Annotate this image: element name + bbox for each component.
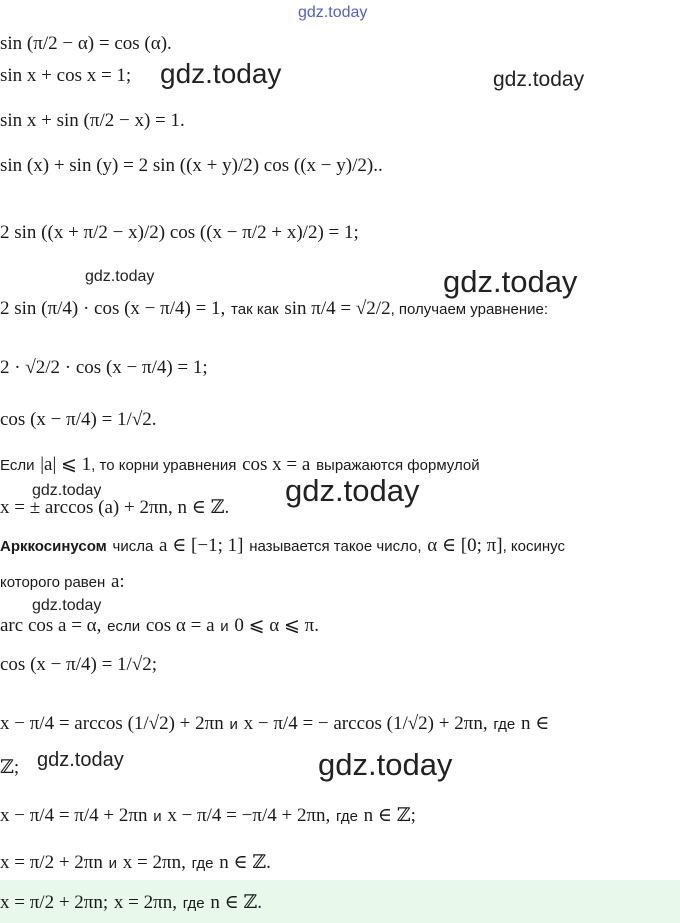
- watermark-small-3: gdz.today: [32, 597, 102, 614]
- equation-line-18: x = π/2 + 2πn и x = 2πn, где n ∈ ℤ.: [0, 852, 271, 873]
- text-line-9: Если |a| ⩽ 1, то корни уравнения cos x = a выражаются формулой: [0, 454, 480, 475]
- watermark-big-1: gdz.today: [160, 58, 282, 89]
- equation-line-3: sin x + sin (π/2 − x) = 1.: [0, 110, 185, 131]
- watermark-small-2: gdz.today: [32, 482, 102, 499]
- equation-line-1: sin (π/2 − α) = cos (α).: [0, 33, 172, 54]
- watermark-big-2: gdz.today: [443, 264, 578, 299]
- equation-line-10: x = ± arccos (a) + 2πn, n ∈ ℤ.: [0, 497, 230, 518]
- definition-line-13: arc cos a = α, если cos α = a и 0 ⩽ α ⩽ π.: [0, 615, 320, 636]
- watermark-right-1: gdz.today: [493, 68, 585, 91]
- equation-line-14: cos (x − π/4) = 1/√2;: [0, 654, 158, 675]
- watermark-big-4: gdz.today: [318, 747, 453, 782]
- equation-line-5: 2 sin ((x + π/2 − x)/2) cos ((x − π/2 + x)/2) = 1;: [0, 222, 359, 243]
- equation-line-4: sin (x) + sin (y) = 2 sin ((x + y)/2) cos ((x − y)/2)..: [0, 155, 383, 176]
- watermark-top: gdz.today: [298, 4, 368, 21]
- watermark-big-3: gdz.today: [285, 473, 420, 508]
- equation-line-7: 2 · √2/2 · cos (x − π/4) = 1;: [0, 357, 208, 378]
- definition-line-12: которого равен a:: [0, 571, 125, 592]
- equation-line-16: ℤ;: [0, 757, 20, 778]
- definition-line-11: Арккосинусом числа a ∈ [−1; 1] называется такое число, α ∈ [0; π], косинус: [0, 535, 565, 556]
- equation-line-17: x − π/4 = π/4 + 2πn и x − π/4 = −π/4 + 2πn, где n ∈ ℤ;: [0, 805, 416, 826]
- watermark-small-4: gdz.today: [37, 749, 124, 771]
- equation-line-8: cos (x − π/4) = 1/√2.: [0, 409, 157, 430]
- watermark-small-1: gdz.today: [85, 268, 155, 285]
- equation-line-2: sin x + cos x = 1;: [0, 65, 132, 86]
- equation-line-6: 2 sin (π/4) · cos (x − π/4) = 1, так как sin π/4 = √2/2, получаем уравнение:: [0, 298, 549, 319]
- equation-line-15: x − π/4 = arccos (1/√2) + 2πn и x − π/4 = − arccos (1/√2) + 2πn, где n ∈: [0, 713, 550, 734]
- answer-line-19: x = π/2 + 2πn; x = 2πn, где n ∈ ℤ.: [0, 892, 263, 913]
